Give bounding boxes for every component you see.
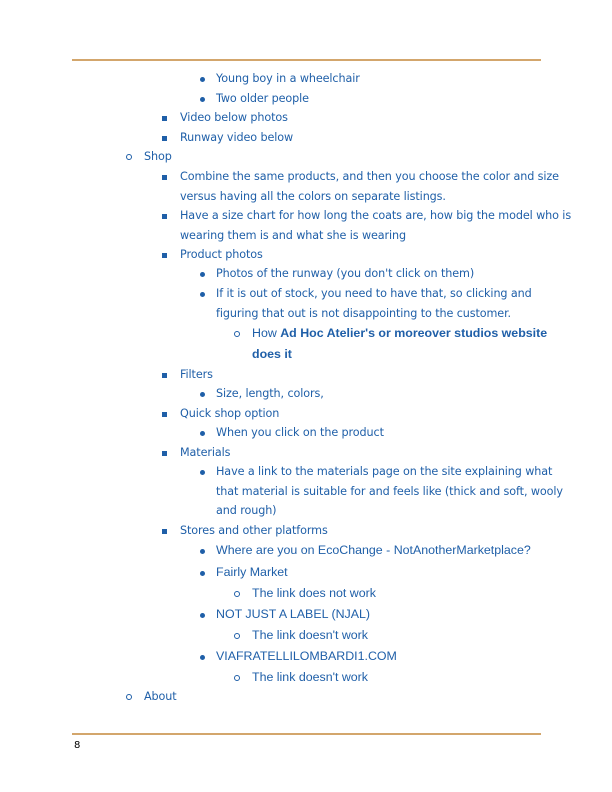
list-item-continuation: versus having all the colors on separate listings.: [180, 189, 446, 203]
list-item-text: Size, length, colors,: [216, 387, 324, 400]
bullet-disc-icon: [200, 272, 205, 277]
bullet-circle-icon: [234, 675, 240, 681]
list-item-text: Runway video below: [180, 131, 294, 144]
list-item-text: Where are you on EcoChange - NotAnotherMarketplace?: [216, 543, 531, 557]
list-item-text: Combine the same products, and then you choose the color and size: [180, 170, 559, 183]
bullet-disc-icon: [200, 292, 205, 297]
bullet-disc-icon: [200, 77, 205, 82]
list-item-text: The link does not work: [252, 586, 376, 600]
bullet-disc-icon: [200, 431, 205, 436]
bullet-disc-icon: [200, 97, 205, 102]
bullet-square-icon: [162, 412, 167, 417]
list-item-text: Fairly Market: [216, 565, 288, 579]
list-item-continuation: that material is suitable for and feels like (thick and soft, wooly: [216, 484, 563, 498]
bullet-square-icon: [162, 529, 167, 534]
bullet-circle-icon: [234, 633, 240, 639]
list-item-continuation: figuring that out is not disappointing to the customer.: [216, 306, 512, 320]
bullet-disc-icon: [200, 655, 205, 660]
list-item-text: Materials: [180, 446, 231, 459]
bullet-circle-icon: [234, 591, 240, 597]
bullet-square-icon: [162, 214, 167, 219]
list-item-text: Video below photos: [180, 111, 288, 124]
list-item-text: Filters: [180, 368, 213, 381]
list-item-text: Photos of the runway (you don't click on them): [216, 267, 475, 280]
list-item-text: The link doesn't work: [252, 670, 368, 684]
bullet-disc-icon: [200, 613, 205, 618]
bullet-circle-icon: [234, 331, 240, 337]
bullet-square-icon: [162, 116, 167, 121]
bullet-square-icon: [162, 136, 167, 141]
list-item-text: Young boy in a wheelchair: [216, 72, 360, 85]
bullet-circle-icon: [126, 154, 132, 160]
list-item-text: Have a link to the materials page on the site explaining what: [216, 465, 553, 478]
list-item-continuation: does it: [252, 347, 292, 361]
list-item-text: If it is out of stock, you need to have that, so clicking and: [216, 287, 532, 300]
list-item-text: When you click on the product: [216, 426, 384, 439]
page-number: 8: [74, 740, 81, 751]
list-item-continuation: wearing them is and what she is wearing: [180, 228, 407, 242]
bullet-square-icon: [162, 451, 167, 456]
bullet-disc-icon: [200, 571, 205, 576]
list-item-text: Product photos: [180, 248, 263, 261]
list-item-text: Stores and other platforms: [180, 524, 328, 537]
list-item-text: About: [144, 690, 177, 703]
list-item-text: The link doesn't work: [252, 628, 368, 642]
bullet-square-icon: [162, 175, 167, 180]
list-item-text: Two older people: [216, 92, 309, 105]
bullet-circle-icon: [126, 694, 132, 700]
header-rule: [72, 59, 541, 61]
list-item-text: VIAFRATELLILOMBARDI1.COM: [216, 649, 397, 663]
list-item-continuation: and rough): [216, 504, 277, 517]
bullet-disc-icon: [200, 392, 205, 397]
list-item-bold-text: Ad Hoc Atelier's or moreover studios website: [280, 326, 548, 340]
list-item-text: Quick shop option: [180, 407, 280, 420]
list-item-prefix: How: [252, 326, 281, 340]
list-item-text: [252, 323, 547, 344]
list-item-text: Have a size chart for how long the coats are, how big the model who is: [180, 209, 572, 222]
footer-rule: [72, 733, 541, 735]
list-item-text: Shop: [144, 150, 172, 163]
bullet-disc-icon: [200, 549, 205, 554]
bullet-disc-icon: [200, 470, 205, 475]
bullet-square-icon: [162, 373, 167, 378]
bullet-square-icon: [162, 253, 167, 258]
list-item-text: NOT JUST A LABEL (NJAL): [216, 607, 371, 621]
